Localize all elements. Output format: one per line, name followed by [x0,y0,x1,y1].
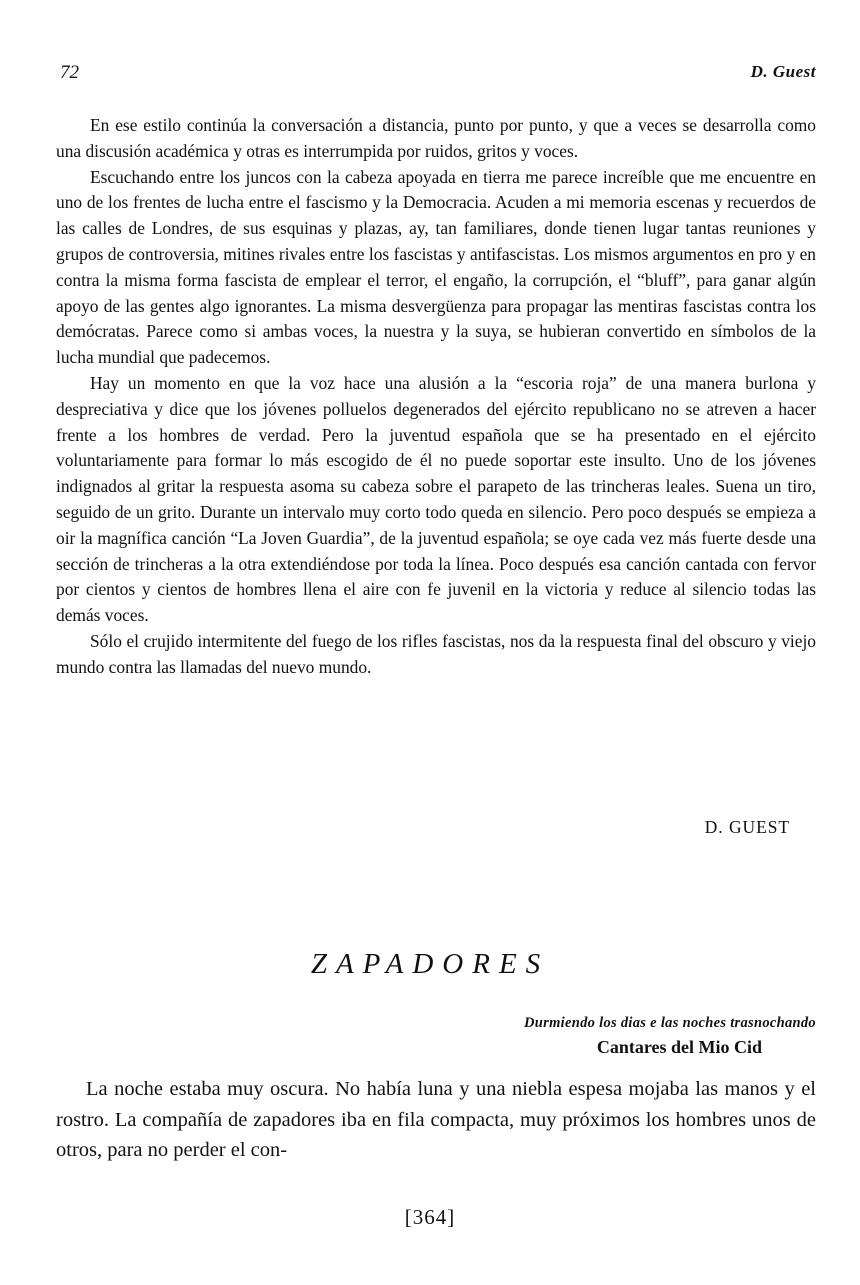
body-paragraph: Hay un momento en que la voz hace una alusión a la “escoria roja” de una manera burlona y despreciativa y dice que los jóvenes polluelos degenerados del ejército republicano no se atreven a hacer frente a los hombres de verdad. Pero la juventud española que se ha presentado en el ejército voluntariamente para formar lo más escogido de él no puede soportar este insulto. Uno de los jóvenes indignados al gritar la respuesta asoma su cabeza sobre el parapeto de las trincheras leales. Suena un tiro, seguido de un grito. Durante un intervalo muy corto todo queda en silencio. Pero poco después se empieza a oir la magnífica canción “La Joven Guardia”, de la juventud española; se oye cada vez más fuerte desde una sección de trincheras a la otra extendiéndose por toda la línea. Poco después esa canción cantada con fervor por cientos y cientos de hombres llena el aire con fe juvenil en la victoria y reduce al silencio todas las demás voces. [56,372,816,626]
article-body [56,113,816,681]
author-signature: D. GUEST [704,817,790,837]
body-paragraph: Sólo el crujido intermitente del fuego de los rifles fascistas, nos da la respuesta final del obscuro y viejo mundo contra las llamadas del nuevo mundo. [56,630,816,677]
running-head-author: D. Guest [750,62,816,81]
footer-page-number: [364] [404,1205,456,1229]
story-body [56,1074,816,1166]
epigraph-quote: Durmiendo los dias e las noches trasnochando [524,1015,816,1031]
epigraph-source: Cantares del Mio Cid [596,1037,762,1057]
section-title: ZAPADORES [310,948,550,980]
header-page-number: 72 [60,62,79,83]
page-header [60,62,816,88]
body-paragraph: En ese estilo continúa la conversación a distancia, punto por punto, y que a veces se desarrolla como una discusión académica y otras es interrumpida por ruidos, gritos y voces. [56,115,816,161]
story-paragraph: La noche estaba muy oscura. No había luna y una niebla espesa mojaba las manos y el rostro. La compañía de zapadores iba en fila compacta, muy próximos los hombres unos de otros, para no perder el con- [56,1078,816,1161]
body-paragraph: Escuchando entre los juncos con la cabeza apoyada en tierra me parece increíble que me encuentre en uno de los frentes de lucha entre el fascismo y la Democracia. Acuden a mi memoria escenas y recuerdos de las calles de Londres, de sus esquinas y plazas, ay, tan familiares, donde tienen lugar tantas reuniones y grupos de controversia, mitines rivales entre los fascistas y antifascistas. Los mismos argumentos en pro y en contra la misma forma fascista de emplear el terror, el engaño, la corrupción, el “bluff”, para ganar algún apoyo de las gentes algo ignorantes. La misma desvergüenza para propagar las mentiras fascistas contra los demócratas. Parece como si ambas voces, la nuestra y la suya, se hubieran convertido en símbolos de la lucha mundial que padecemos. [56,166,816,368]
